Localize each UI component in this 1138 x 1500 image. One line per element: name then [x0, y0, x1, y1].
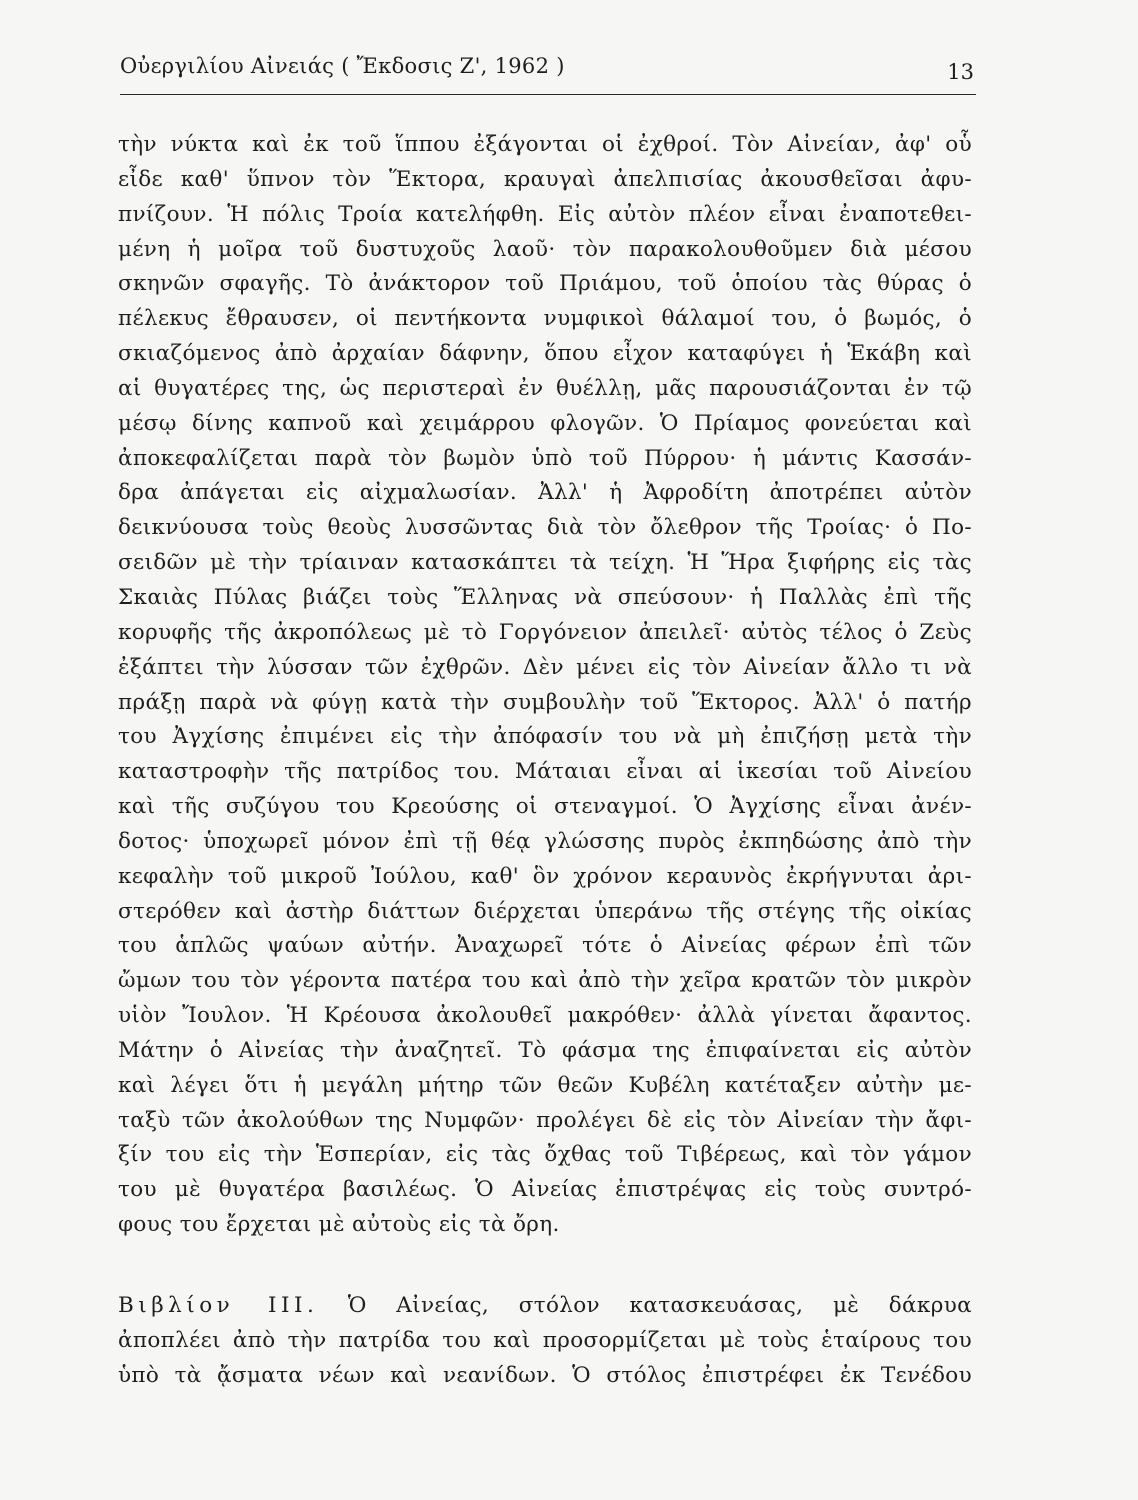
text-line: του ἁπλῶς ψαύων αὐτήν. Ἀναχωρεῖ τότε ὁ Αἰνείας φέρων ἐπὶ τῶν	[118, 933, 972, 959]
text-line: του Ἀγχίσης ἐπιμένει εἰς τὴν ἀπόφασίν του νὰ μὴ ἐπιζήσῃ μετὰ τὴν	[118, 724, 972, 750]
text-line	[118, 1289, 972, 1324]
text-line: αἱ θυγατέρες της, ὡς περιστεραὶ ἐν θυέλλῃ, μᾶς παρουσιάζονται ἐν τῷ	[118, 375, 972, 401]
text-line: Σκαιὰς Πύλας βιάζει τοὺς Ἕλληνας νὰ σπεύσουν· ἡ Παλλὰς ἐπὶ τῆς	[118, 584, 972, 610]
text-line: κεφαλὴν τοῦ μικροῦ Ἰούλου, καθ' ὃν χρόνον κεραυνὸς ἐκρήγνυται ἀρι-	[118, 863, 972, 889]
text-line: τὴν νύκτα καὶ ἐκ τοῦ ἵππου ἐξάγονται οἱ ἐχθροί. Τὸν Αἰνείαν, ἀφ' οὗ	[118, 132, 972, 157]
header-rule	[120, 94, 976, 95]
text-line: ὑπὸ τὰ ᾄσματα νέων καὶ νεανίδων. Ὁ στόλος ἐπιστρέφει ἐκ Τενέδου	[118, 1362, 972, 1388]
text-line: ξίν του εἰς τὴν Ἑσπερίαν, εἰς τὰς ὄχθας τοῦ Τιβέρεως, καὶ τὸν γάμον	[118, 1142, 972, 1168]
text-line: σειδῶν μὲ τὴν τρίαιναν κατασκάπτει τὰ τείχη. Ἡ Ἥρα ξιφήρης εἰς τὰς	[118, 550, 972, 576]
text-line: του μὲ θυγατέρα βασιλέως. Ὁ Αἰνείας ἐπιστρέψας εἰς τοὺς συντρό-	[118, 1177, 972, 1203]
page-number: 13	[947, 60, 974, 84]
body-text	[118, 128, 972, 1394]
text-line: ἐξάπτει τὴν λύσσαν τῶν ἐχθρῶν. Δὲν μένει εἰς τὸν Αἰνείαν ἄλλο τι νὰ	[118, 654, 972, 680]
paragraph-gap	[118, 1243, 972, 1289]
running-head	[120, 48, 976, 96]
text-line: ἀποπλέει ἀπὸ τὴν πατρίδα του καὶ προσορμίζεται μὲ τοὺς ἑταίρους του	[118, 1327, 972, 1353]
text-line: μένη ἡ μοῖρα τοῦ δυστυχοῦς λαοῦ· τὸν παρακολουθοῦμεν διὰ μέσου	[118, 236, 972, 262]
text-line: πέλεκυς ἔθραυσεν, οἱ πεντήκοντα νυμφικοὶ θάλαμοί του, ὁ βωμός, ὁ	[118, 306, 972, 332]
text-line: δεικνύουσα τοὺς θεοὺς λυσσῶντας διὰ τὸν ὄλεθρον τῆς Τροίας· ὁ Πο-	[118, 515, 972, 541]
text-line: φους του ἔρχεται μὲ αὐτοὺς εἰς τὰ ὄρη.	[118, 1212, 560, 1238]
text-line: σκιαζόμενος ἀπὸ ἀρχαίαν δάφνην, ὅπου εἶχον καταφύγει ἡ Ἑκάβη καὶ	[118, 341, 972, 367]
paragraph-2	[118, 1289, 972, 1394]
text-line: καὶ λέγει ὅτι ἡ μεγάλη μήτηρ τῶν θεῶν Κυβέλη κατέταξεν αὐτὴν με-	[118, 1072, 972, 1098]
text-line: ταξὺ τῶν ἀκολούθων της Νυμφῶν· προλέγει δὲ εἰς τὸν Αἰνείαν τὴν ἄφι-	[118, 1107, 972, 1133]
text-line: μέσῳ δίνης καπνοῦ καὶ χειμάρρου φλογῶν. Ὁ Πρίαμος φονεύεται καὶ	[118, 410, 972, 436]
text-line: καταστροφὴν τῆς πατρίδος του. Μάταιαι εἶναι αἱ ἱκεσίαι τοῦ Αἰνείου	[118, 759, 972, 785]
paragraph-1	[118, 128, 972, 1243]
text-line: δοτος· ὑποχωρεῖ μόνον ἐπὶ τῇ θέᾳ γλώσσης πυρὸς ἐκπηδώσης ἀπὸ τὴν	[118, 828, 972, 854]
text-line: Μάτην ὁ Αἰνείας τὴν ἀναζητεῖ. Τὸ φάσμα της ἐπιφαίνεται εἰς αὐτὸν	[118, 1037, 972, 1063]
text-line: υἱὸν Ἴουλον. Ἡ Κρέουσα ἀκολουθεῖ μακρόθεν· ἀλλὰ γίνεται ἄφαντος.	[118, 1003, 972, 1029]
text-line: ὤμων του τὸν γέροντα πατέρα του καὶ ἀπὸ τὴν χεῖρα κρατῶν τὸν μικρὸν	[118, 968, 972, 994]
text-line: πράξῃ παρὰ νὰ φύγῃ κατὰ τὴν συμβουλὴν τοῦ Ἕκτορος. Ἀλλ' ὁ πατήρ	[118, 689, 972, 715]
book-label: Βιβλίον III.	[118, 1293, 319, 1318]
text-line: καὶ τῆς συζύγου του Κρεούσης οἱ στεναγμοί. Ὁ Ἀγχίσης εἶναι ἀνέν-	[118, 794, 972, 820]
header-title: Οὐεργιλίου Αἰνειάς ( Ἔκδοσις Ζ', 1962 )	[120, 54, 565, 78]
text-line: δρα ἀπάγεται εἰς αἰχμαλωσίαν. Ἀλλ' ἡ Ἀφροδίτη ἀποτρέπει αὐτὸν	[118, 480, 972, 506]
text-line: κορυφῆς τῆς ἀκροπόλεως μὲ τὸ Γοργόνειον ἀπειλεῖ· αὐτὸς τέλος ὁ Ζεὺς	[118, 619, 972, 645]
text-line: στερόθεν καὶ ἀστὴρ διάττων διέρχεται ὑπεράνω τῆς στέγης τῆς οἰκίας	[118, 898, 972, 924]
text-line: ἀποκεφαλίζεται παρὰ τὸν βωμὸν ὑπὸ τοῦ Πύρρου· ἡ μάντις Κασσάν-	[118, 445, 972, 471]
text-line: πνίζουν. Ἡ πόλις Τροία κατελήφθη. Εἰς αὐτὸν πλέον εἶναι ἐναποτεθει-	[118, 201, 972, 227]
text-line: εἶδε καθ' ὕπνον τὸν Ἕκτορα, κραυγαὶ ἀπελπισίας ἀκουσθεῖσαι ἀφυ-	[118, 166, 972, 192]
text-line: σκηνῶν σφαγῆς. Τὸ ἀνάκτορον τοῦ Πριάμου, τοῦ ὁποίου τὰς θύρας ὁ	[118, 271, 972, 297]
line-text: Ὁ Αἰνείας, στόλον κατασκευάσας, μὲ δάκρυα	[347, 1293, 972, 1318]
